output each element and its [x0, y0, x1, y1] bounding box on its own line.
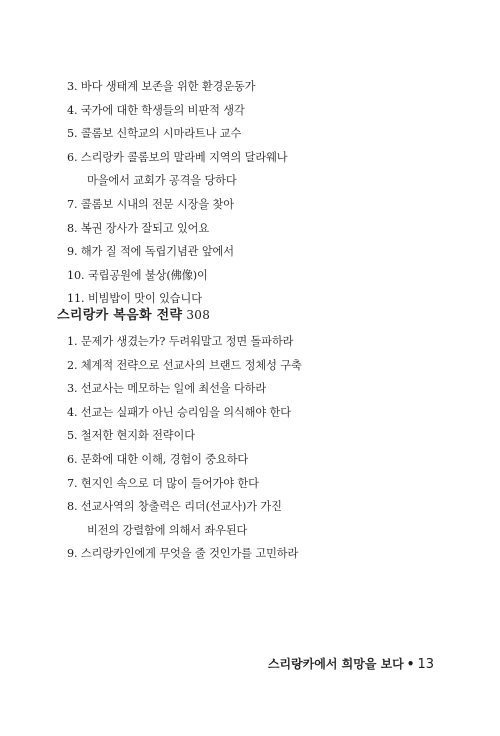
toc-item [67, 99, 287, 123]
toc-item-text: 7. 콜롬보 시내의 전문 시장을 찾아 [67, 197, 234, 211]
toc-item [67, 542, 302, 566]
toc-item [67, 495, 302, 542]
toc-item [67, 75, 287, 99]
toc-item-continuation: 마을에서 교회가 공격을 당하다 [87, 174, 237, 188]
toc-list-top [67, 75, 287, 311]
toc-item-text: 4. 선교는 실패가 아닌 승리임을 의식해야 한다 [67, 405, 291, 419]
toc-item-text: 3. 바다 생태계 보존을 위한 환경운동가 [67, 80, 256, 93]
toc-item-text: 9. 해가 질 적에 독립기념관 앞에서 [67, 245, 234, 259]
toc-item-text: 9. 스리랑카인에게 무엇을 줄 것인가를 고민하라 [67, 547, 299, 561]
toc-item [67, 217, 287, 241]
footer-page-number: 13 [417, 657, 434, 672]
toc-item [67, 401, 302, 425]
toc-item [67, 193, 287, 217]
section-heading [57, 304, 210, 323]
toc-item [67, 240, 287, 264]
toc-item-text: 6. 스리랑카 콜롬보의 말라베 지역의 달라웨나 [67, 150, 288, 164]
toc-item-text: 7. 현지인 속으로 더 많이 들어가야 한다 [67, 476, 259, 490]
toc-item [67, 122, 287, 146]
toc-item [67, 377, 302, 401]
toc-item-text: 6. 문화에 대한 이해, 경험이 중요하다 [67, 452, 249, 466]
toc-item-text: 8. 선교사역의 창출력은 리더(선교사)가 가진 [67, 500, 282, 514]
footer-bullet: • [406, 657, 415, 671]
toc-item-text: 5. 철저한 현지화 전략이다 [67, 429, 195, 443]
toc-item [67, 472, 302, 496]
section-page-number: 308 [186, 308, 211, 322]
toc-list-bottom [67, 330, 302, 566]
toc-item-text: 2. 체계적 전략으로 선교사의 브랜드 정체성 구축 [67, 358, 302, 372]
toc-item [67, 330, 302, 354]
toc-item-text: 4. 국가에 대한 학생들의 비판적 생각 [67, 103, 245, 117]
toc-item [67, 424, 302, 448]
toc-item [67, 264, 287, 288]
toc-item-text: 3. 선교사는 메모하는 일에 최선을 다하라 [67, 382, 267, 396]
page-footer [268, 655, 434, 672]
toc-item [67, 354, 302, 378]
toc-item-text: 5. 콜롬보 신학교의 시마라트나 교수 [67, 127, 242, 141]
toc-item [67, 146, 287, 193]
toc-item-text: 11. 비빔밥이 맛이 있습니다 [67, 292, 202, 306]
section-title: 스리랑카 복음화 전략 [57, 308, 183, 323]
footer-book-title: 스리랑카에서 희망을 보다 [267, 657, 404, 671]
toc-item-text: 10. 국립공원에 불상(佛像)이 [67, 268, 208, 282]
toc-item [67, 448, 302, 472]
toc-item-continuation: 비전의 강렬함에 의해서 좌우된다 [87, 523, 248, 537]
toc-item-text: 1. 문제가 생겼는가? 두려워말고 정면 돌파하라 [67, 335, 294, 348]
toc-item-text: 8. 복권 장사가 잘되고 있어요 [67, 221, 210, 235]
